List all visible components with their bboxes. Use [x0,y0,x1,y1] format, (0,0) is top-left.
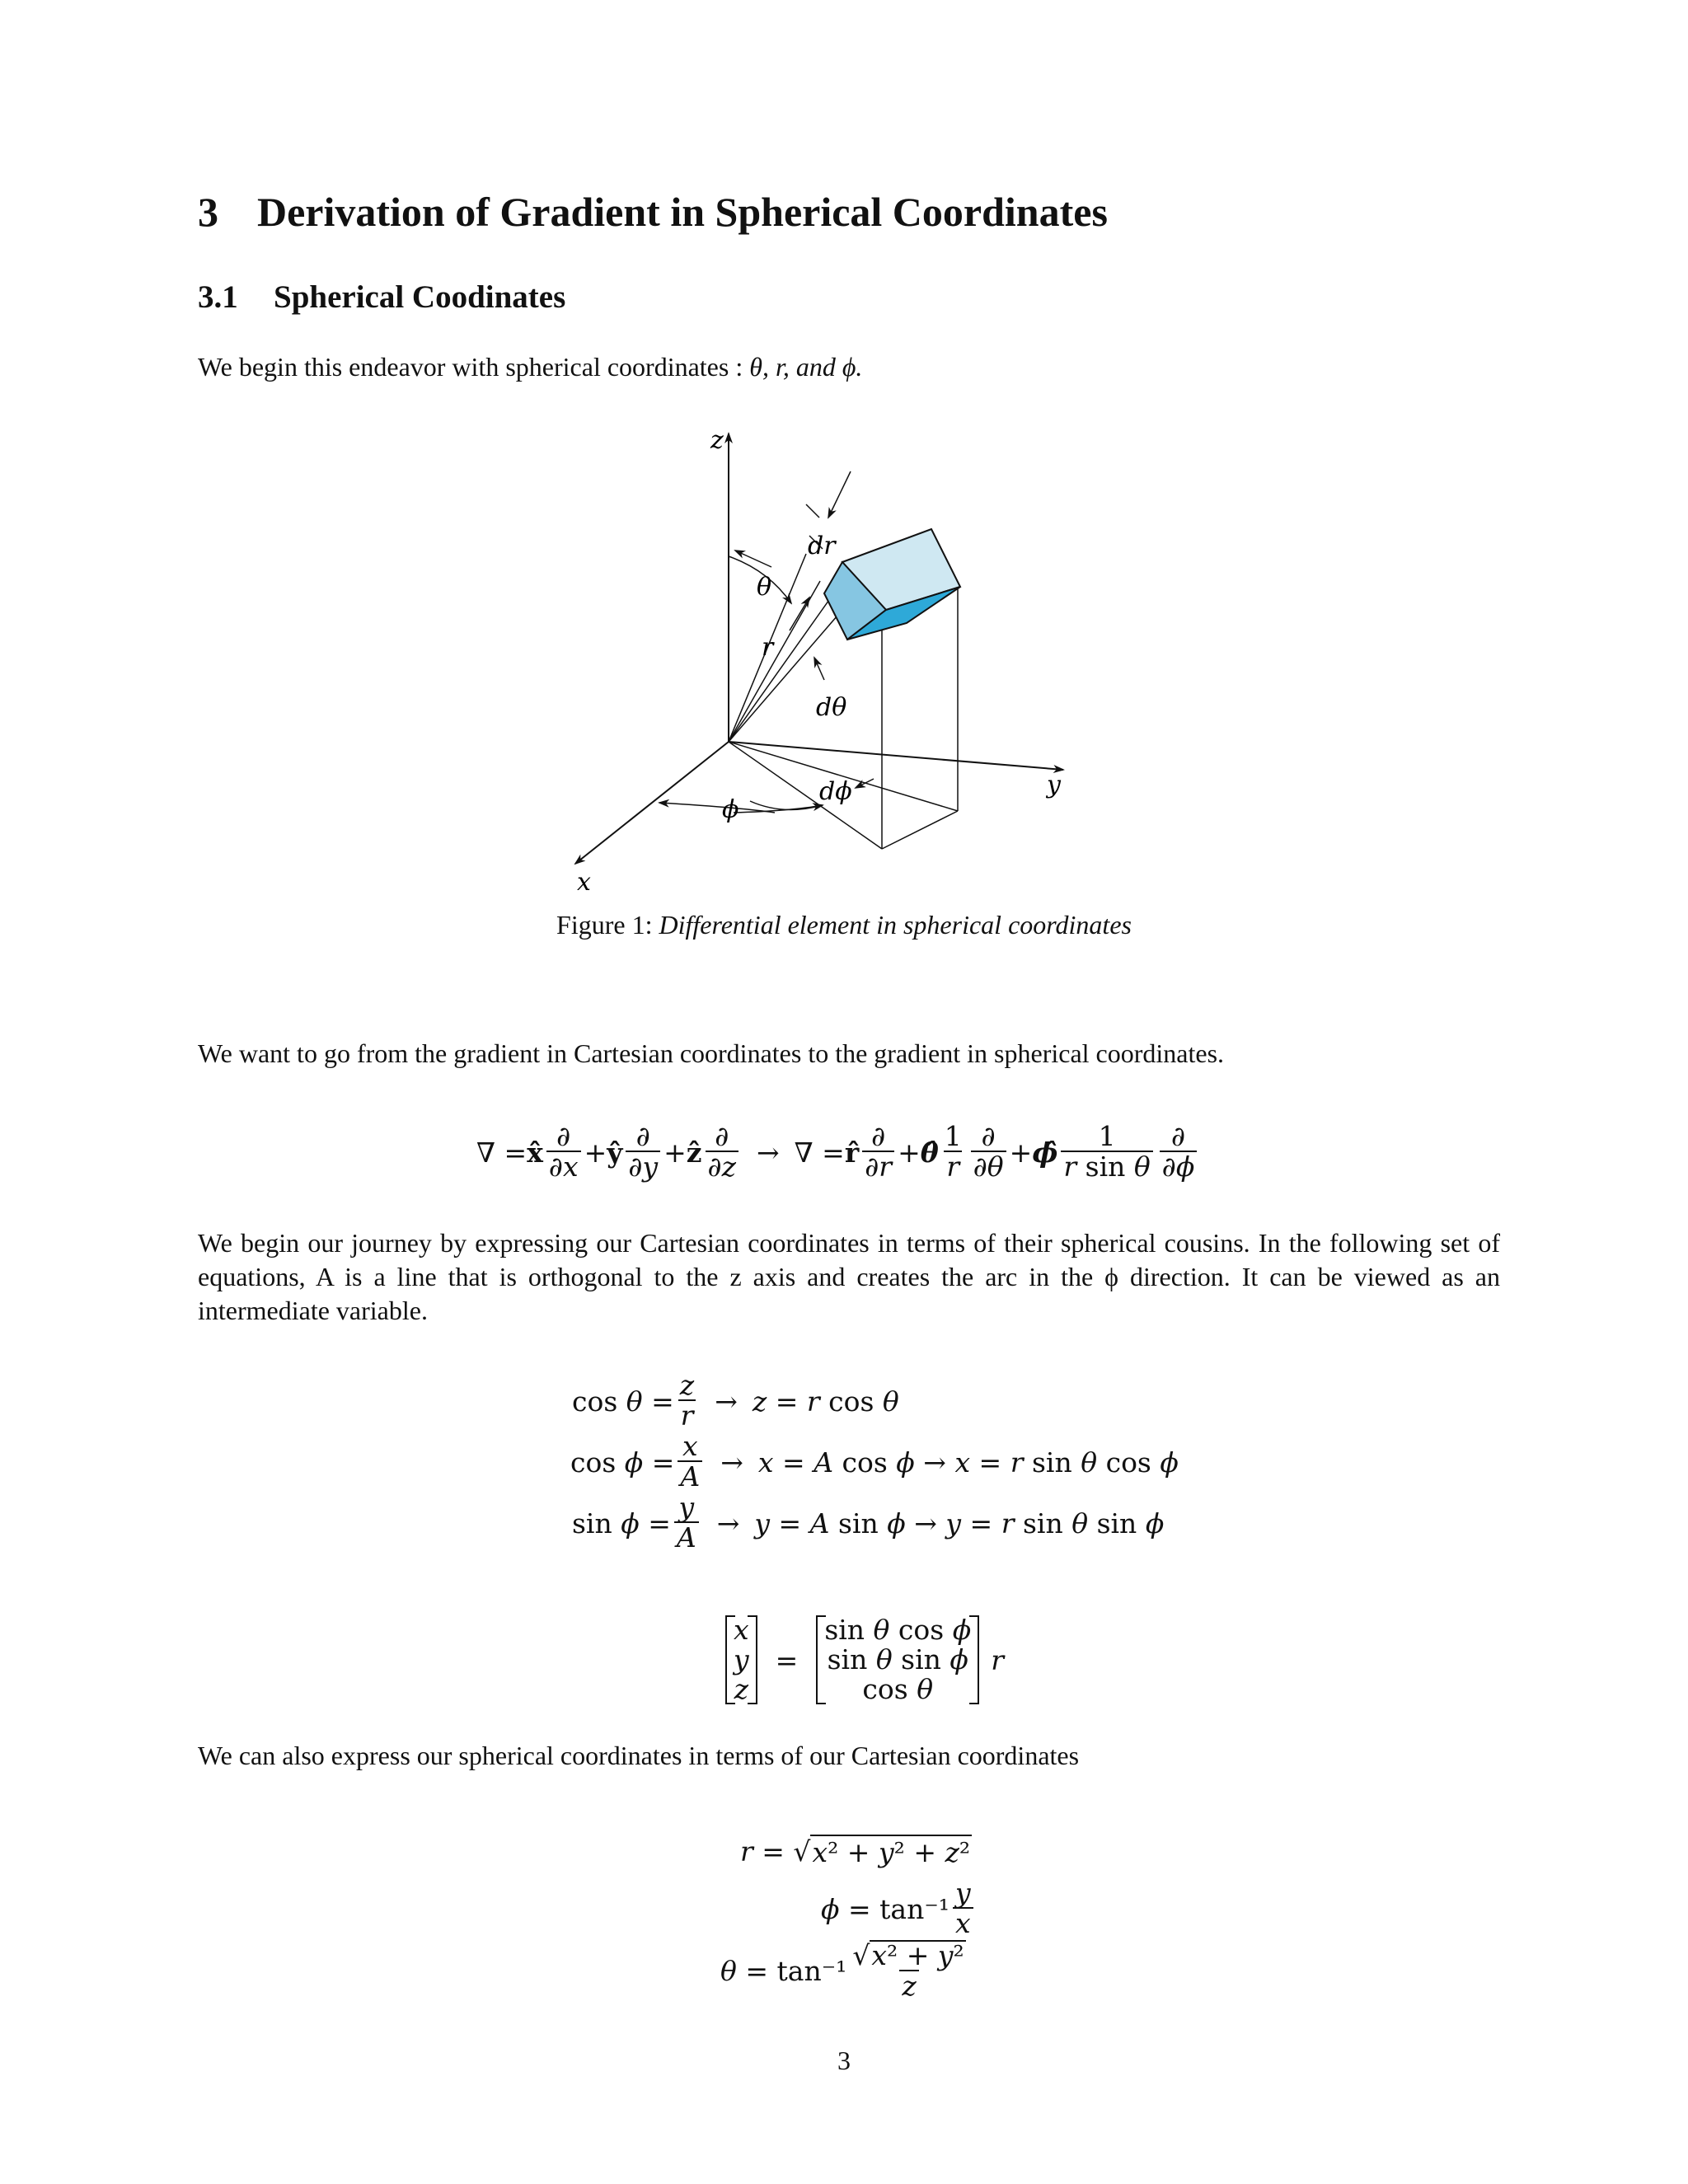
x-axis [575,742,729,864]
eq-cos-phi: cos ϕ = $\frac{x}{A}$ → x = A cos ϕ → x = r sin θ cos ϕ [570,1430,1179,1493]
fig-label-x: x [577,868,591,897]
paragraph-goal: We want to go from the gradient in Cartesian coordinates to the gradient in spherical coordinates. [198,1038,1225,1068]
subsection-number: 3.1 [198,279,238,315]
fig-label-dtheta: dθ [816,693,847,722]
section-heading [198,188,1108,236]
section-title: Derivation of Gradient in Spherical Coordinates [257,189,1108,235]
paragraph-inverse: We can also express our spherical coordinates in terms of our Cartesian coordinates [198,1741,1080,1770]
subsection-heading [198,279,565,316]
paragraph-intro: We begin this endeavor with spherical coordinates : θ, r, and ϕ. [198,352,863,382]
eq-cos-theta: cos θ = $\frac{z}{r}$ → z = r cos θ [572,1369,899,1432]
fig-label-y: y [1047,771,1061,799]
matrix-equation: x y z = sin θ cos ϕ sin θ sin ϕ cos θ r [725,1615,1004,1704]
eq-r: r = √ x² + y² + z² [740,1835,971,1868]
eq-theta: θ = tan⁻¹ $\frac{\text{√x² + y²}}{z}$ [720,1939,964,2002]
fig-label-dr: dr [808,532,836,560]
fig-label-phi: ϕ [722,795,739,824]
fig-label-r: r [762,633,774,662]
subsection-title: Spherical Coodinates [274,279,566,315]
fig-label-z: z [710,426,724,455]
eq-sin-phi: sin ϕ = $\frac{y}{A}$ → y = A sin ϕ → y = r sin θ sin ϕ [572,1491,1165,1554]
page-number: 3 [837,2046,851,2075]
eq-phi: ϕ = tan⁻¹ $\frac{y}{x}$ [821,1879,977,1938]
figure-caption: Figure 1: Differential element in spherical coordinates [556,910,1132,940]
fig-label-dphi: dϕ [819,777,852,806]
spherical-element-figure [544,412,1121,907]
y-axis [729,742,1063,770]
intro-variables: θ, r, and ϕ. [749,352,863,382]
section-number: 3 [198,189,218,235]
gradient-equation: ∇ = x̂ $\frac{\partial}{\partial x}$ + ŷ $\frac{\partial}{\partial y}$ + ẑ $\frac{\partial}{\partial z}$ → ∇ = r̂ $\frac{\partial}{\partial r}$ + θ̂ $\frac{1}{r}$ $\frac{\partial}{\partial\theta}$ + ϕ̂ $\frac{1}{\text{r sin θ}}$ $\frac{\partial}{\partial\phi}$ [476,1122,1200,1182]
paragraph-journey: We begin our journey by expressing our Cartesian coordinates in terms of their spherical cousins. In the following set of equations, A is a line that is orthogonal to the z axis and creates the arc in the ϕ direction. It can be viewed as an intermediate variable. [198,1228,1500,1325]
fig-label-theta: θ [757,573,772,602]
